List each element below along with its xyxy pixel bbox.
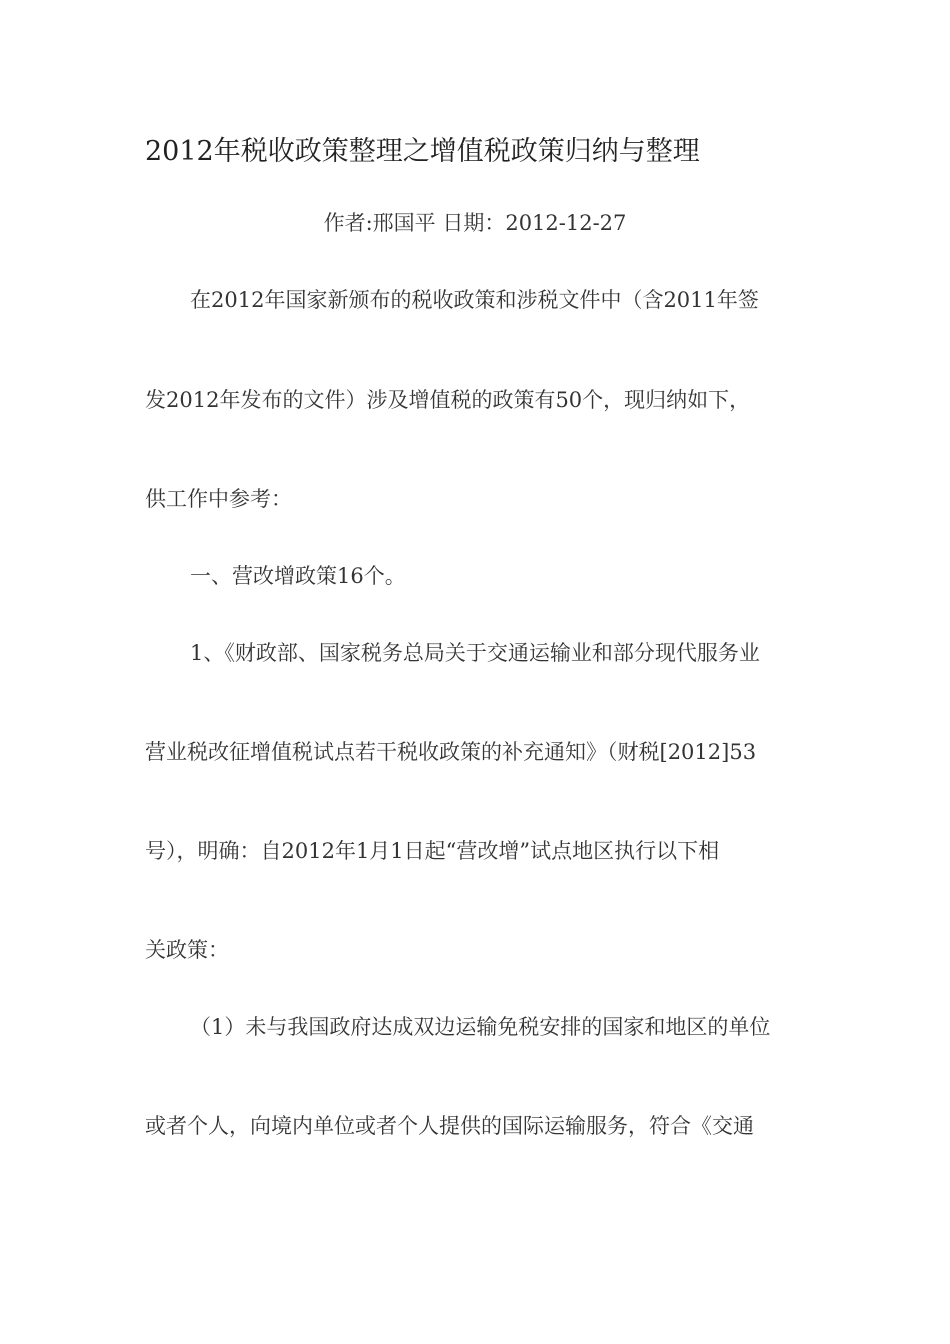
paragraph-line-3: 供工作中参考： [145, 487, 292, 511]
document-title: 2012年税收政策整理之增值税政策归纳与整理 [145, 136, 700, 167]
paragraph-line-5: 营业税改征增值税试点若干税收政策的补充通知》（财税[2012]53 [145, 740, 757, 764]
paragraph-line-6: 号），明确：自2012年1月1日起“营改增”试点地区执行以下相 [145, 839, 720, 863]
paragraph-line-2: 发2012年发布的文件）涉及增值税的政策有50个，现归纳如下， [145, 388, 751, 412]
author-date-line: 作者:邢国平 日期：2012-12-27 [323, 211, 627, 235]
paragraph-line-7: 关政策： [145, 938, 229, 962]
paragraph-line-8: （1）未与我国政府达成双边运输免税安排的国家和地区的单位 [190, 1015, 771, 1039]
paragraph-line-9: 或者个人，向境内单位或者个人提供的国际运输服务，符合《交通 [145, 1114, 754, 1138]
section-heading: 一、营改增政策16个。 [190, 564, 406, 588]
paragraph-line-4: 1、《财政部、国家税务总局关于交通运输业和部分现代服务业 [190, 641, 760, 665]
paragraph-line-1: 在2012年国家新颁布的税收政策和涉税文件中（含2011年签 [190, 288, 759, 312]
